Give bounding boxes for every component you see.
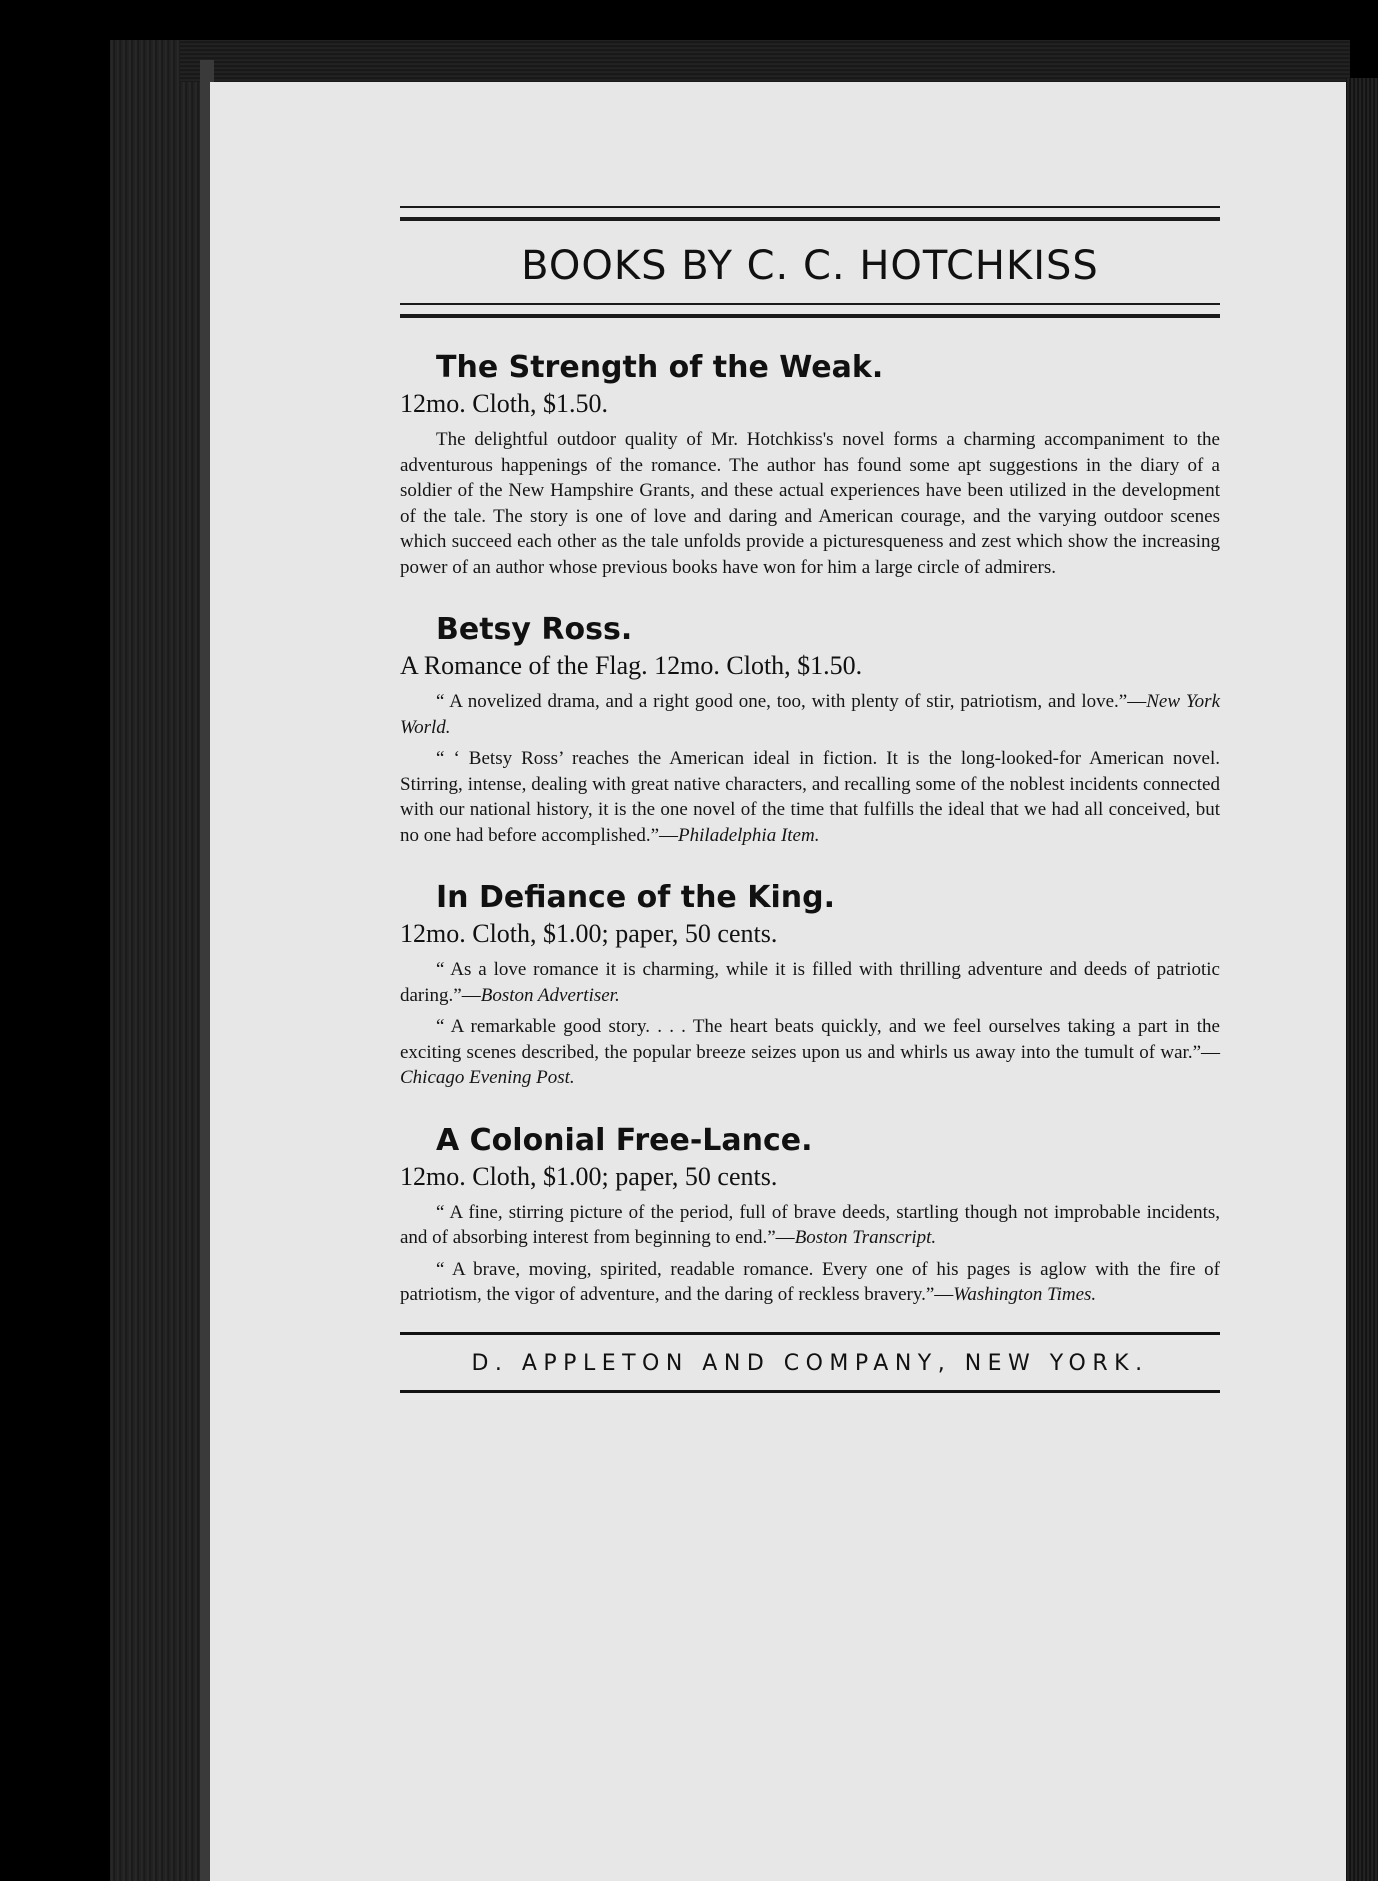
book-price: A Romance of the Flag. 12mo. Cloth, $1.50. <box>400 651 863 680</box>
book-title: The Strength of the Weak. <box>436 350 884 385</box>
review-source: Washington Times. <box>953 1284 1097 1305</box>
review-text: “ A novelized drama, and a right good one, too, with plenty of stir, patriotism, and love.”— <box>436 691 1147 712</box>
review-source: Chicago Evening Post. <box>400 1067 575 1088</box>
book-description <box>400 427 1220 580</box>
book-title: Betsy Ross. <box>436 612 633 647</box>
page-title: BOOKS BY C. C. HOTCHKISS <box>521 243 1099 289</box>
review-text: “ A fine, stirring picture of the period, full of brave deeds, startling though not improbable incidents, and of absorbing interest from beginning to end.”— <box>400 1201 1220 1248</box>
book-review <box>400 689 1220 740</box>
review-text: “ As a love romance it is charming, while it is filled with thrilling adventure and deeds of patriotic daring.”— <box>400 959 1220 1006</box>
page-edges-right <box>1346 78 1378 1881</box>
book-review <box>400 1014 1220 1091</box>
review-text: “ ‘ Betsy Ross’ reaches the American ideal in fiction. It is the long-looked-for American novel. Stirring, intense, dealing with great native characters, and recalling some of the noblest incidents connected with our national history, it is the one novel of the time that fulfills the ideal that we had all conceived, but no one had before accomplished.”— <box>400 748 1220 846</box>
book-price: 12mo. Cloth, $1.50. <box>400 389 609 418</box>
book-entry <box>400 350 1220 580</box>
footer-rule-top <box>400 1332 1220 1335</box>
book-review <box>400 746 1220 848</box>
review-source: Boston Transcript. <box>794 1227 937 1248</box>
page-edges-top <box>180 40 1350 82</box>
review-source: Philadelphia Item. <box>678 824 820 846</box>
book-title: A Colonial Free-Lance. <box>436 1122 813 1158</box>
book-list <box>400 350 1220 1308</box>
book-price: 12mo. Cloth, $1.00; paper, 50 cents. <box>400 919 778 948</box>
advertisement-page <box>210 82 1346 1881</box>
book-entry <box>400 1123 1220 1308</box>
review-text: The delightful outdoor quality of Mr. Hotchkiss's novel forms a charming accompaniment to the adventurous happenings of the romance. The author has found some apt suggestions in the diary of a soldier of the New Hampshire Grants, and these actual experiences have been utilized in the development of the tale. The story is one of love and daring and American courage, and the varying outdoor scenes which succeed each other as the tale unfolds provide a picturesqueness and zest which show the increasing power of an author whose previous books have won for him a large circle of admirers. <box>400 429 1220 578</box>
book-review <box>400 1200 1220 1251</box>
review-text: “ A brave, moving, spirited, readable romance. Every one of his pages is aglow with the fire of patriotism, the vigor of adventure, and the daring of reckless bravery.”— <box>400 1258 1220 1305</box>
book-entry <box>400 612 1220 848</box>
header-rule-bottom <box>400 303 1220 318</box>
page-content <box>400 206 1220 1393</box>
publisher-imprint: D. APPLETON AND COMPANY, NEW YORK. <box>471 1350 1149 1376</box>
header-rule-top <box>400 206 1220 221</box>
book-review <box>400 1257 1220 1308</box>
review-text: “ A remarkable good story. . . . The heart beats quickly, and we feel ourselves taking a part in the exciting scenes described, the popular breeze seizes upon us and whirls us away into the tumult of war.”— <box>400 1016 1220 1063</box>
review-source: New York World. <box>400 691 1220 738</box>
book-price: 12mo. Cloth, $1.00; paper, 50 cents. <box>400 1161 778 1191</box>
book-review <box>400 957 1220 1008</box>
footer-rule-bottom <box>400 1390 1220 1393</box>
book-title: In Defiance of the King. <box>436 880 835 915</box>
review-source: Boston Advertiser. <box>480 984 620 1006</box>
book-entry <box>400 880 1220 1091</box>
